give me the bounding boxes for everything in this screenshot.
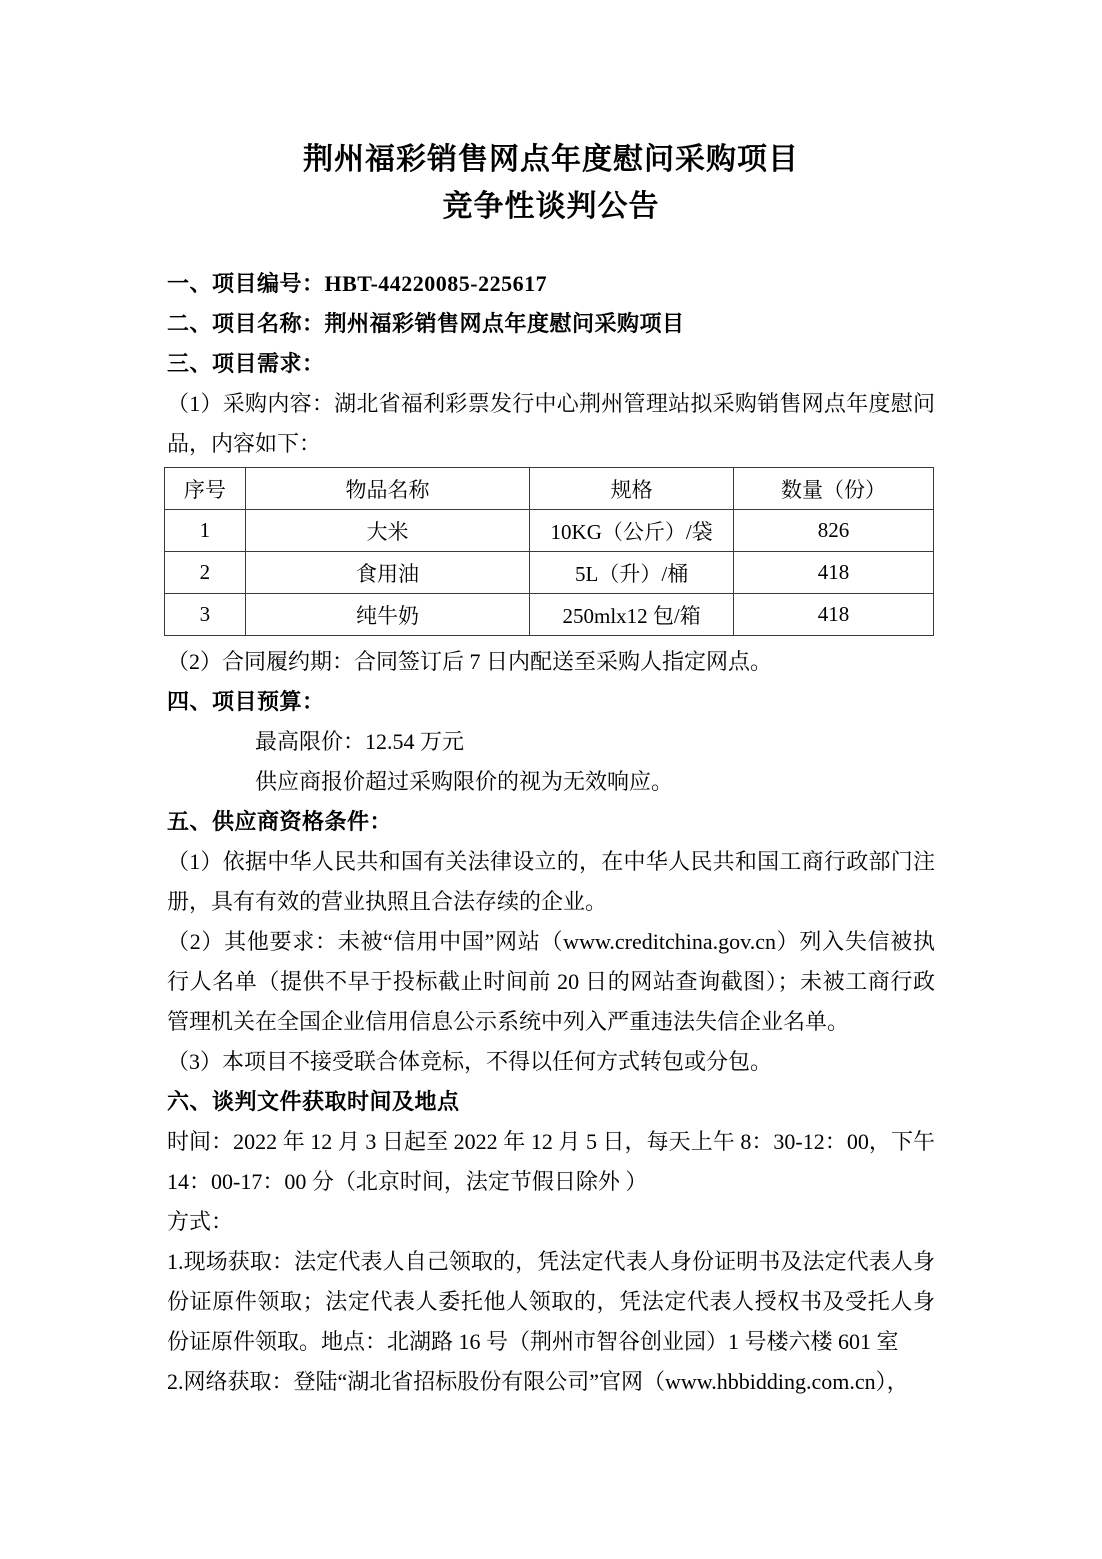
page-title-line-2: 竞争性谈判公告 bbox=[442, 190, 660, 223]
table-header-quantity: 数量（份） bbox=[734, 468, 934, 510]
table-header-spec: 规格 bbox=[530, 468, 734, 510]
table-cell-name: 大米 bbox=[245, 510, 530, 552]
table-row bbox=[165, 552, 934, 594]
qualification-3-paragraph: （3）本项目不接受联合体竞标，不得以任何方式转包或分包。 bbox=[167, 1049, 773, 1074]
online-method-paragraph: 2.网络获取：登陆“湖北省招标股份有限公司”官网（www.hbbidding.com.cn）， bbox=[167, 1369, 909, 1394]
table-cell-quantity: 418 bbox=[734, 552, 934, 594]
table-row bbox=[165, 594, 934, 636]
section-2-heading: 二、项目名称：荆州福彩销售网点年度慰问采购项目 bbox=[167, 311, 685, 336]
time-paragraph: 时间：2022 年 12 月 3 日起至 2022 年 12 月 5 日，每天上午 8：30-12：00，下午 14：00-17：00 分（北京时间，法定节假日除外 ） bbox=[167, 1129, 935, 1194]
section-5-heading: 五、供应商资格条件： bbox=[167, 809, 393, 834]
table-row bbox=[165, 510, 934, 552]
section-6-heading: 六、谈判文件获取时间及地点 bbox=[167, 1089, 460, 1114]
contract-period-paragraph: （2）合同履约期：合同签订后 7 日内配送至采购人指定网点。 bbox=[167, 649, 773, 674]
section-3-heading: 三、项目需求： bbox=[167, 351, 325, 376]
document-content bbox=[167, 136, 935, 1402]
table-header-name: 物品名称 bbox=[245, 468, 530, 510]
table-header-row bbox=[165, 468, 934, 510]
method-label: 方式： bbox=[167, 1209, 234, 1234]
page-title-line-1: 荆州福彩销售网点年度慰问采购项目 bbox=[303, 143, 799, 176]
max-price-line: 最高限价：12.54 万元 bbox=[255, 729, 465, 754]
table-cell-spec: 10KG（公斤）/袋 bbox=[530, 510, 734, 552]
table-cell-spec: 250mlx12 包/箱 bbox=[530, 594, 734, 636]
table-cell-index: 1 bbox=[165, 510, 246, 552]
table-cell-quantity: 826 bbox=[734, 510, 934, 552]
section-1-heading: 一、项目编号：HBT-44220085-225617 bbox=[167, 271, 548, 296]
table-cell-index: 3 bbox=[165, 594, 246, 636]
qualification-1-paragraph: （1）依据中华人民共和国有关法律设立的，在中华人民共和国工商行政部门注册，具有有效的营业执照且合法存续的企业。 bbox=[167, 849, 935, 914]
table-cell-name: 纯牛奶 bbox=[245, 594, 530, 636]
purchase-content-paragraph: （1）采购内容：湖北省福利彩票发行中心荆州管理站拟采购销售网点年度慰问品，内容如下： bbox=[167, 391, 935, 456]
onsite-method-paragraph: 1.现场获取：法定代表人自己领取的，凭法定代表人身份证明书及法定代表人身份证原件领取；法定代表人委托他人领取的，凭法定代表人授权书及受托人身份证原件领取。地点：北湖路 16 号（荆州市智谷创业园）1 号楼六楼 601 室 bbox=[167, 1249, 935, 1354]
qualification-2-paragraph: （2）其他要求：未被“信用中国”网站（www.creditchina.gov.cn）列入失信被执行人名单（提供不早于投标截止时间前 20 日的网站查询截图）；未被工商行政管理机关在全国企业信用信息公示系统中列入严重违法失信企业名单。 bbox=[167, 929, 935, 1034]
invalid-response-line: 供应商报价超过采购限价的视为无效响应。 bbox=[255, 769, 674, 794]
table-cell-name: 食用油 bbox=[245, 552, 530, 594]
table-cell-quantity: 418 bbox=[734, 594, 934, 636]
title-block bbox=[167, 136, 935, 230]
items-table bbox=[164, 467, 934, 636]
section-4-heading: 四、项目预算： bbox=[167, 689, 325, 714]
table-header-index: 序号 bbox=[165, 468, 246, 510]
table-cell-spec: 5L（升）/桶 bbox=[530, 552, 734, 594]
table-cell-index: 2 bbox=[165, 552, 246, 594]
